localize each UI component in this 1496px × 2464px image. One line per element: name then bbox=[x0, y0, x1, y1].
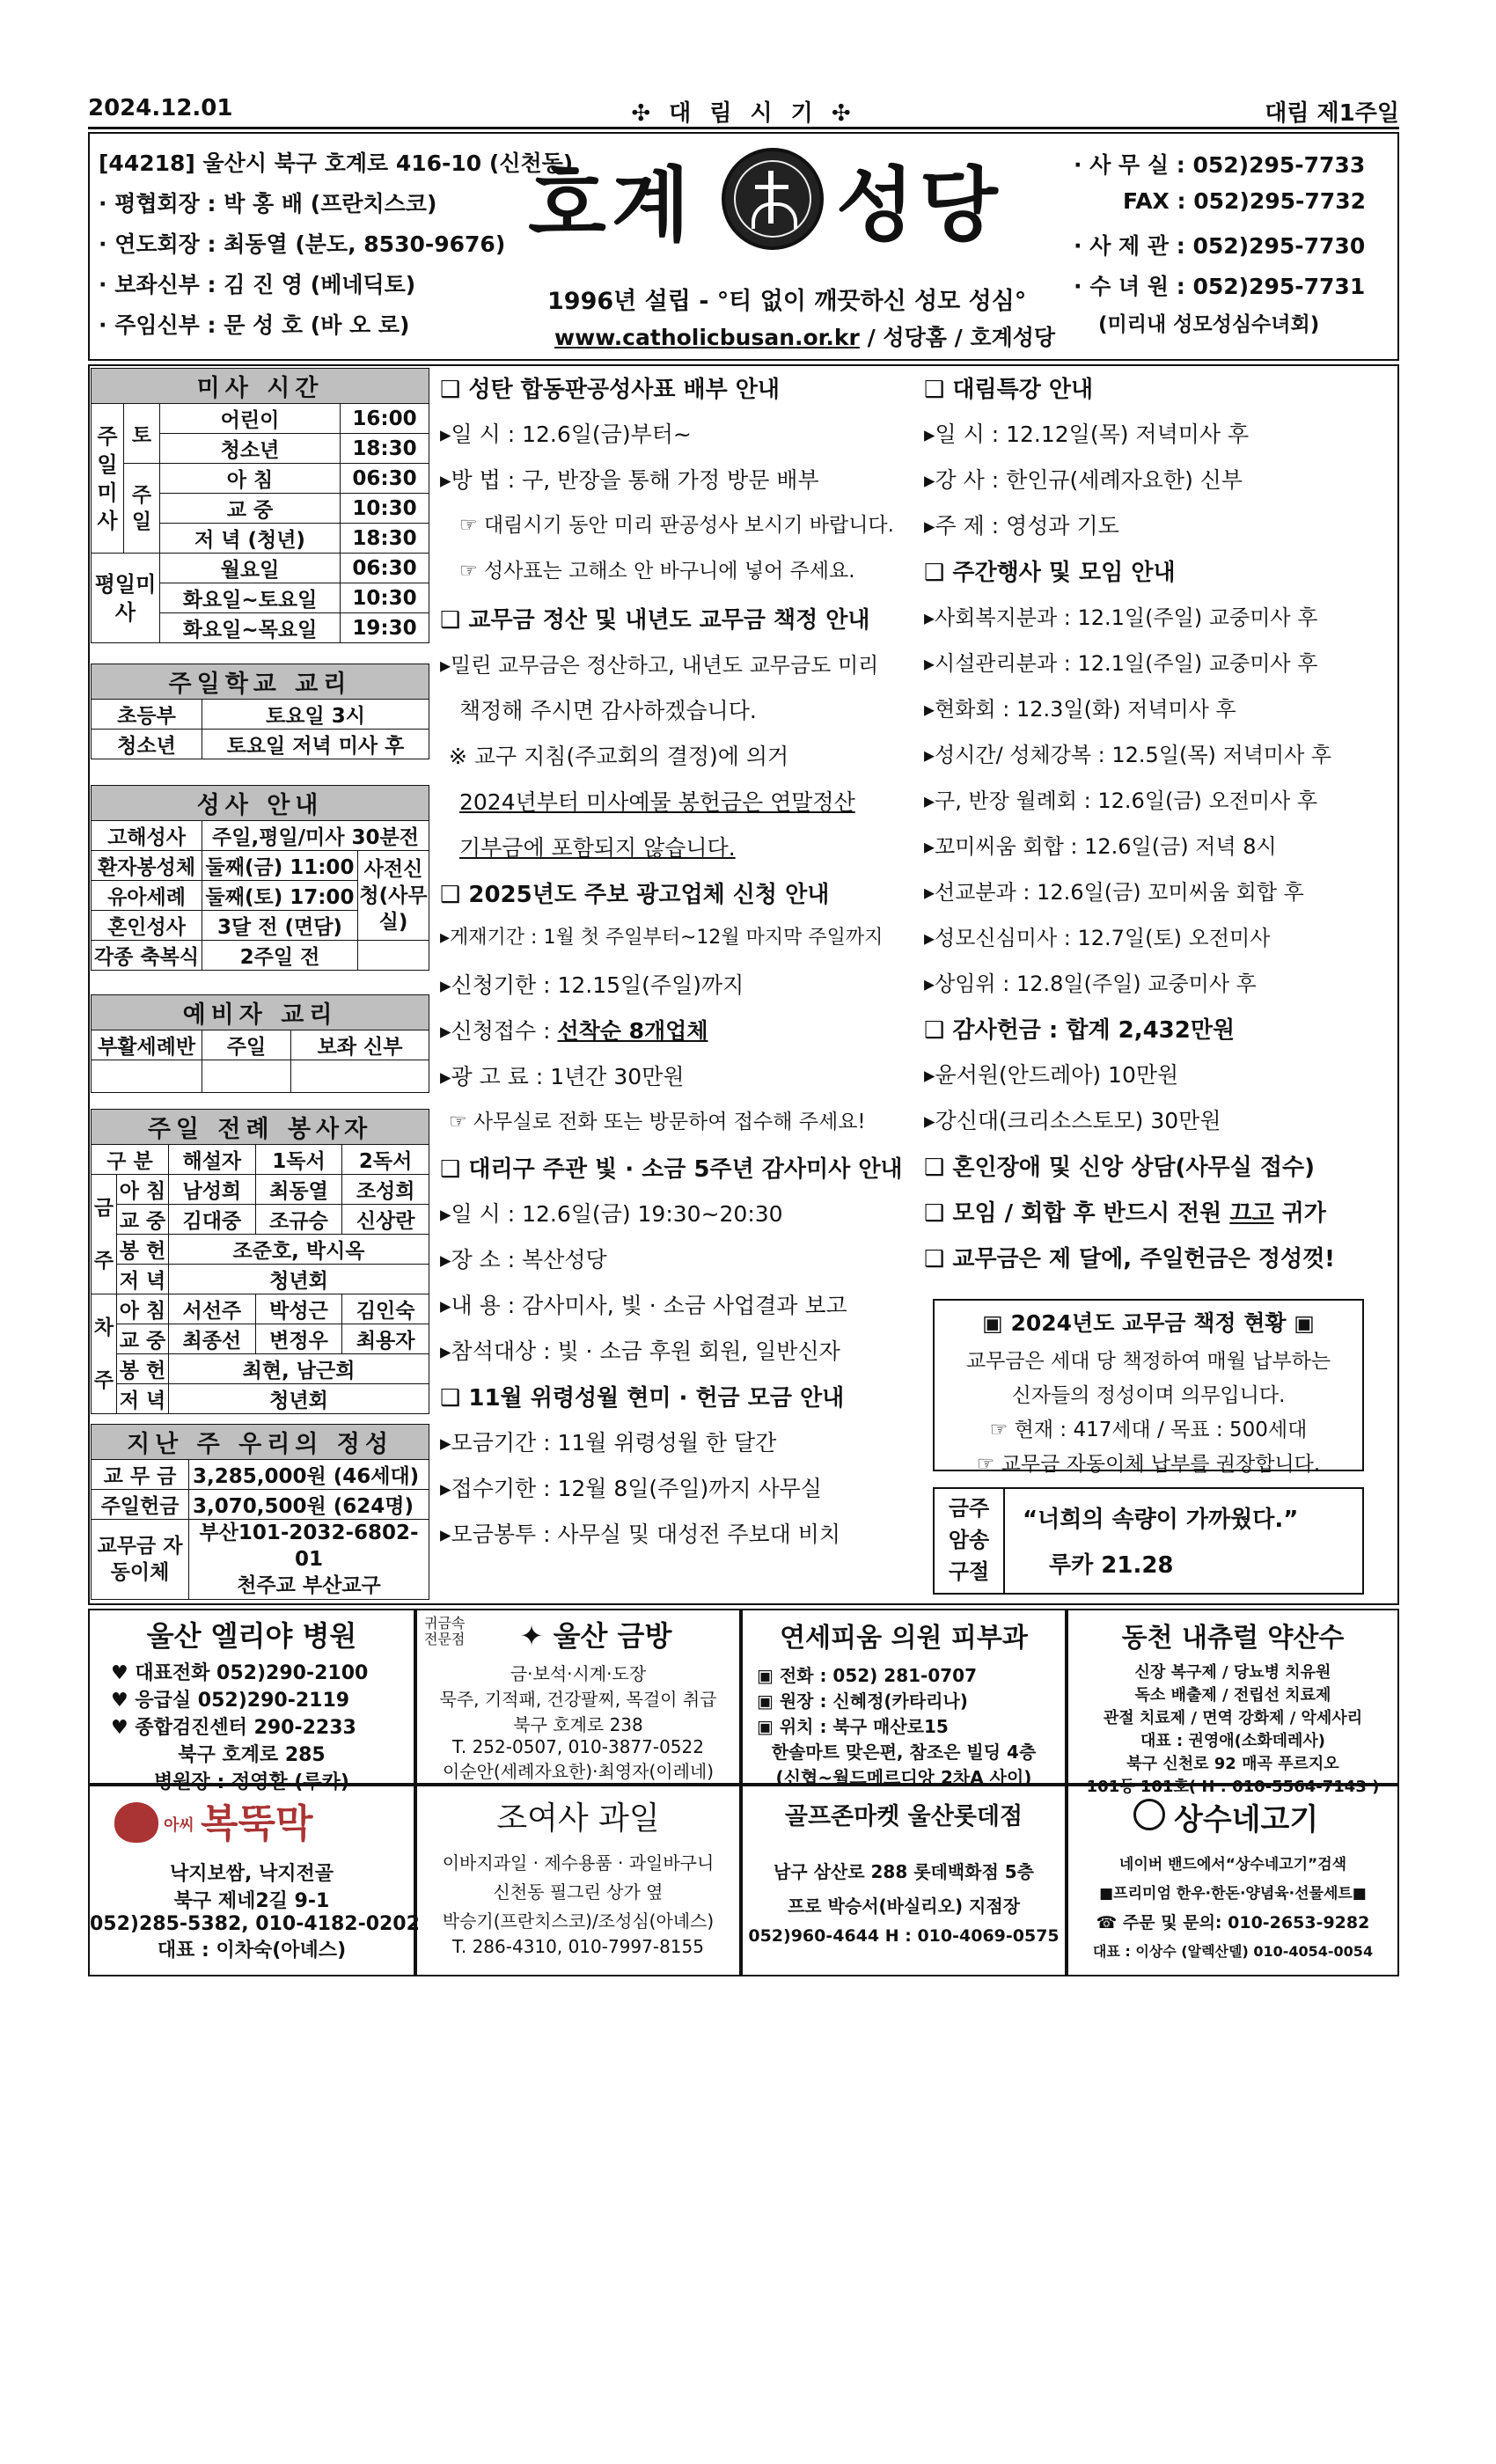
founded-line: 1996년 설립 - °티 없이 깨끗하신 성모 성심° bbox=[547, 288, 1027, 315]
server-name: 서선주 bbox=[169, 1294, 256, 1324]
notice-item-underlined: 기부금에 포함되지 않습니다. bbox=[459, 835, 736, 861]
mass-name: 어린이 bbox=[160, 404, 341, 434]
notice-item: ☞ 사무실로 전화 또는 방문하여 접수해 주세요! bbox=[449, 1111, 866, 1133]
offering-table bbox=[91, 1424, 429, 1600]
event-item: ▸구, 반장 월례회 : 12.6일(금) 오전미사 후 bbox=[924, 788, 1318, 813]
ad-line: 금·보석·시계·도장 bbox=[510, 1663, 647, 1684]
event-item: ▸상임위 : 12.8일(주일) 교중미사 후 bbox=[924, 972, 1257, 996]
notice-item: ▸주 제 : 영성과 기도 bbox=[924, 513, 1119, 539]
ad-line: 대표 : 권영애(소화데레사) bbox=[1140, 1732, 1326, 1750]
this-week-label: 금주 bbox=[92, 1175, 117, 1294]
rectory-phone: · 사 제 관 : 052)295-7730 bbox=[1074, 233, 1366, 259]
mass-slot: 교 중 bbox=[117, 1324, 169, 1354]
top-bar bbox=[88, 95, 1399, 127]
mass-time: 18:30 bbox=[341, 434, 429, 464]
office-phone: · 사 무 실 : 052)295-7733 bbox=[1074, 152, 1366, 178]
assistant-priest: · 보좌신부 : 김 진 영 (베네딕토) bbox=[99, 272, 416, 297]
mass-time: 16:00 bbox=[341, 404, 429, 434]
liturgical-season: ✣ 대 림 시 기 ✣ bbox=[631, 100, 856, 127]
church-seal-icon bbox=[722, 148, 824, 250]
offering-value: 3,285,000원 (46세대) bbox=[189, 1460, 429, 1490]
event-item: ▸성시간/ 성체강복 : 12.5일(목) 저녁미사 후 bbox=[924, 743, 1332, 767]
ad-title: 조여사 과일 bbox=[496, 1800, 660, 1837]
ad-line: 박승기(프란치스코)/조성심(아녜스) bbox=[442, 1910, 715, 1932]
notice-text: ❑ 모임 / 회합 후 반드시 전원 bbox=[924, 1200, 1230, 1227]
octopus-logo-icon bbox=[114, 1802, 158, 1843]
notice-title: ❑ 2025년도 주보 광고업체 신청 안내 bbox=[440, 882, 830, 908]
sacrament-time: 둘째(금) 11:00 bbox=[202, 851, 358, 881]
notice-item: ▸일 시 : 12.6일(금)부터~ bbox=[440, 422, 692, 447]
donation-item: ▸윤서원(안드레아) 10만원 bbox=[924, 1062, 1179, 1088]
sacrament-title: 성사 안내 bbox=[92, 786, 429, 821]
event-item: ▸선교분과 : 12.6일(금) 꼬미씨움 회합 후 bbox=[924, 880, 1304, 905]
mass-slot: 저 녁 bbox=[117, 1265, 169, 1294]
servers-head: 해설자 bbox=[169, 1145, 256, 1175]
ad-title: ✦ 울산 금방 bbox=[519, 1619, 672, 1653]
sacrament-table bbox=[91, 785, 429, 971]
catechumen-teacher: 보좌 신부 bbox=[291, 1030, 429, 1060]
ad-sangsune-gogi bbox=[1067, 1785, 1399, 1976]
convent-name: (미리내 성모성심수녀회) bbox=[1098, 313, 1320, 336]
ad-line: 북구 호계로 238 bbox=[513, 1714, 643, 1735]
memory-verse-text: “너희의 속량이 가까웠다.” bbox=[1023, 1507, 1299, 1533]
website-tail: / 성당홈 / 호계성당 bbox=[859, 325, 1056, 350]
notice-item: ▸게재기간 : 1월 첫 주일부터~12월 마지막 주일까지 bbox=[440, 927, 884, 949]
top-rule bbox=[88, 127, 1399, 129]
notice-item: ▸강 사 : 한인규(세례자요한) 신부 bbox=[924, 467, 1243, 493]
convent-phone: · 수 녀 원 : 052)295-7731 bbox=[1074, 274, 1366, 299]
event-item: ▸사회복지분과 : 12.1일(주일) 교중미사 후 bbox=[924, 605, 1318, 630]
notice-item: ※ 교구 지침(주교회의 결정)에 의거 bbox=[449, 744, 789, 769]
offering-value: 3,070,500원 (624명) bbox=[189, 1490, 429, 1520]
council-president: · 평협회장 : 박 홍 배 (프란치스코) bbox=[99, 191, 437, 216]
ad-line: 낙지보쌈, 낙지전골 bbox=[169, 1863, 334, 1885]
server-name: 최동열 bbox=[255, 1175, 342, 1205]
server-name: 조규승 bbox=[255, 1205, 342, 1235]
tithe-status-line: 신자들의 정성이며 의무입니다. bbox=[1011, 1384, 1286, 1407]
server-name: 남성희 bbox=[169, 1175, 256, 1205]
event-item: ▸시설관리분과 : 12.1일(주일) 교중미사 후 bbox=[924, 651, 1318, 676]
sacrament-time: 둘째(토) 17:00 bbox=[202, 881, 358, 911]
server-name: 조성희 bbox=[342, 1175, 429, 1205]
notice-item: ▸방 법 : 구, 반장을 통해 가정 방문 배부 bbox=[440, 467, 819, 493]
notice-title: ❑ 11월 위령성월 현미 · 헌금 모금 안내 bbox=[440, 1385, 845, 1412]
issue-date: 2024.12.01 bbox=[88, 95, 233, 121]
notice-title: ❑ 성탄 합동판공성사표 배부 안내 bbox=[440, 377, 781, 403]
ad-line: 묵주, 기적패, 건강팔찌, 목걸이 취급 bbox=[439, 1689, 717, 1710]
server-name: 김대중 bbox=[169, 1205, 256, 1235]
mass-time: 18:30 bbox=[341, 524, 429, 554]
sunday-school-table bbox=[91, 664, 429, 759]
tithe-status-box bbox=[933, 1299, 1364, 1476]
tithe-status-line: 교무금은 세대 당 책정하여 매월 납부하는 bbox=[965, 1350, 1331, 1373]
ad-line: 북구 제네2길 9-1 bbox=[173, 1890, 330, 1912]
fax-number: FAX : 052)295-7732 bbox=[1123, 188, 1366, 214]
ad-line: 이순안(세례자요한)·최영자(이레네) bbox=[442, 1761, 715, 1782]
notice-item: ▸접수기한 : 12월 8일(주일)까지 사무실 bbox=[440, 1476, 822, 1501]
mass-time: 06:30 bbox=[341, 464, 429, 494]
ad-line: 대표 : 이차숙(아녜스) bbox=[157, 1940, 347, 1962]
sacrament-name: 고해성사 bbox=[92, 821, 202, 851]
ad-line: 관절 치료제 / 면역 강화제 / 악세사리 bbox=[1103, 1709, 1363, 1727]
school-group: 초등부 bbox=[92, 700, 202, 730]
liturgical-week: 대림 제1주일 bbox=[1265, 100, 1399, 127]
donation-item: ▸강신대(크리소스토모) 30만원 bbox=[924, 1108, 1221, 1133]
notice-title: ❑ 대림특강 안내 bbox=[924, 377, 1094, 403]
ad-line: 이바지과일 · 제수용품 · 과일바구니 bbox=[442, 1852, 715, 1874]
mass-time: 10:30 bbox=[341, 583, 429, 613]
church-title-part2: 성당 bbox=[836, 158, 1003, 253]
ad-line: 병원장 : 정영환 (루카) bbox=[154, 1771, 349, 1793]
apply-label: ▸신청접수 : bbox=[440, 1018, 558, 1044]
sacrament-name: 유아세례 bbox=[92, 881, 202, 911]
servers-head: 구 분 bbox=[92, 1145, 169, 1175]
ad-line: 052)960-4644 H : 010-4069-0575 bbox=[748, 1926, 1060, 1946]
ad-line: ▣ 원장 : 신혜정(카타리나) bbox=[757, 1690, 968, 1712]
event-item: ▸성모신심미사 : 12.7일(토) 오전미사 bbox=[924, 926, 1271, 950]
mass-schedule-table bbox=[91, 368, 429, 643]
notice-title: ❑ 대리구 주관 빛 · 소금 5주년 감사미사 안내 bbox=[440, 1156, 903, 1183]
ad-ulsan-geumbang bbox=[415, 1609, 741, 1785]
event-item: ▸현화회 : 12.3일(화) 저녁미사 후 bbox=[924, 697, 1236, 722]
server-name: 변정우 bbox=[255, 1324, 342, 1354]
ad-line: 한솔마트 맞은편, 참조은 빌딩 4층 bbox=[771, 1742, 1037, 1763]
offertory-servers: 최현, 남근희 bbox=[169, 1354, 429, 1384]
auto-transfer-label: 교무금 자동이체 bbox=[92, 1520, 189, 1600]
next-week-label: 차주 bbox=[92, 1294, 117, 1414]
notice-item-underlined: 2024년부터 미사예물 봉헌금은 연말정산 bbox=[459, 789, 855, 815]
mass-time: 06:30 bbox=[341, 554, 429, 583]
saturday-label: 토 bbox=[124, 404, 160, 464]
ad-title: 연세피움 의원 피부과 bbox=[780, 1623, 1028, 1654]
server-name: 박성근 bbox=[255, 1294, 342, 1324]
servers-head: 2독서 bbox=[342, 1145, 429, 1175]
notice-item: ▸광 고 료 : 1년간 30만원 bbox=[440, 1064, 685, 1089]
advance-request-note: 사전신청(사무실) bbox=[358, 851, 429, 941]
mass-slot: 저 녁 bbox=[117, 1384, 169, 1414]
ad-line: ♥ 종합검진센터 290-2233 bbox=[111, 1717, 356, 1739]
memory-verse-box bbox=[933, 1487, 1364, 1595]
sacrament-name: 혼인성사 bbox=[92, 911, 202, 941]
catechumen-day: 주일 bbox=[202, 1030, 291, 1060]
auto-transfer-account: 부산101-2032-6802-01 bbox=[199, 1522, 419, 1571]
ad-line: 남구 삼산로 288 롯데백화점 5층 bbox=[773, 1861, 1035, 1882]
ad-golfzon-market bbox=[741, 1785, 1067, 1976]
ad-title: 동천 내츄럴 약산수 bbox=[1121, 1623, 1345, 1654]
ad-line: 네이버 밴드에서“상수네고기”검색 bbox=[1118, 1856, 1347, 1874]
tithe-status-line: ☞ 현재 : 417세대 / 목표 : 500세대 bbox=[989, 1419, 1308, 1441]
ad-line: 북구 호계로 285 bbox=[178, 1744, 326, 1766]
notice-text-underlined: 끄고 bbox=[1229, 1200, 1274, 1227]
school-time: 토요일 저녁 미사 후 bbox=[202, 730, 429, 759]
notice-item: ▸신청기한 : 12.15일(주일)까지 bbox=[440, 972, 744, 998]
ad-title: 상수네고기 bbox=[1174, 1802, 1319, 1837]
ad-title: 복뚝막 bbox=[201, 1801, 313, 1846]
notice-item: ▸모금기간 : 11월 위령성월 한 달간 bbox=[440, 1430, 777, 1456]
ad-bokttukmak bbox=[88, 1785, 420, 1976]
notice-item: ▸일 시 : 12.6일(금) 19:30~20:30 bbox=[440, 1201, 783, 1227]
sunday-label: 주일 bbox=[124, 464, 160, 554]
sunday-mass-label: 주일미사 bbox=[92, 404, 124, 554]
ad-title: 골프존마켓 울산롯데점 bbox=[784, 1803, 1023, 1830]
mass-time: 10:30 bbox=[341, 494, 429, 524]
ad-joyeosa-fruit bbox=[415, 1785, 741, 1976]
ad-line: ☎ 주문 및 문의: 010-2653-9282 bbox=[1096, 1913, 1370, 1932]
ad-line: ▣ 전화 : 052) 281-0707 bbox=[757, 1665, 977, 1686]
notice-title: ❑ 주간행사 및 모임 안내 bbox=[924, 560, 1176, 586]
evening-servers: 청년회 bbox=[169, 1384, 429, 1414]
catechumen-title: 예비자 교리 bbox=[92, 995, 429, 1030]
server-name: 최종선 bbox=[169, 1324, 256, 1354]
memory-verse-label: 금주 암송 구절 bbox=[935, 1489, 1005, 1593]
ad-line: T. 286-4310, 010-7997-8155 bbox=[452, 1936, 704, 1957]
notice-item: ▸모금봉투 : 사무실 및 대성전 주보대 비치 bbox=[440, 1522, 841, 1547]
sacrament-time: 주일,평일/미사 30분전 bbox=[202, 821, 429, 851]
server-name: 신상란 bbox=[342, 1205, 429, 1235]
sacrament-name: 각종 축복식 bbox=[92, 941, 202, 971]
tithe-status-title: ▣ 2024년도 교무금 책정 현황 ▣ bbox=[982, 1310, 1315, 1336]
notice-title: ❑ 교무금은 제 달에, 주일헌금은 정성껏! bbox=[924, 1246, 1336, 1272]
church-title-part1: 호계 bbox=[528, 158, 695, 253]
offertory-servers: 조준호, 박시옥 bbox=[169, 1235, 429, 1265]
ad-line: T. 252-0507, 010-3877-0522 bbox=[452, 1736, 704, 1757]
funeral-president: · 연도회장 : 최동열 (분도, 8530-9676) bbox=[99, 231, 506, 257]
mass-slot: 교 중 bbox=[117, 1205, 169, 1235]
mass-slot: 봉 헌 bbox=[117, 1235, 169, 1265]
mass-name: 아 침 bbox=[160, 464, 341, 494]
catechumen-table bbox=[91, 994, 429, 1093]
mass-name: 청소년 bbox=[160, 434, 341, 464]
notice-item: ▸참석대상 : 빛 · 소금 후원 회원, 일반신자 bbox=[440, 1338, 840, 1364]
mass-slot: 아 침 bbox=[117, 1294, 169, 1324]
church-address: [44218] 울산시 북구 호계로 416-10 (신천동) bbox=[99, 150, 574, 176]
website-line bbox=[554, 320, 1055, 352]
sacrament-time: 3달 전 (면담) bbox=[202, 911, 358, 941]
offering-title: 지난 주 우리의 정성 bbox=[92, 1425, 429, 1460]
memory-verse-reference: 루카 21.28 bbox=[1049, 1552, 1174, 1579]
catechumen-class: 부활세례반 bbox=[92, 1030, 202, 1060]
ad-line: 독소 배출제 / 전립선 치료제 bbox=[1134, 1686, 1331, 1705]
ad-dongcheon-natural bbox=[1067, 1609, 1399, 1796]
notice-title: ❑ 감사헌금 : 합계 2,432만원 bbox=[924, 1017, 1236, 1044]
ad-line: ▣ 위치 : 북구 매산로15 bbox=[757, 1716, 949, 1737]
website-link[interactable]: www.catholicbusan.or.kr bbox=[554, 325, 860, 350]
ad-line: 신천동 필그린 상가 옆 bbox=[493, 1881, 664, 1903]
mass-time: 19:30 bbox=[341, 613, 429, 643]
ad-line: ♥ 응급실 052)290-2119 bbox=[111, 1690, 350, 1712]
ad-line: 프로 박승서(바실리오) 지점장 bbox=[787, 1896, 1021, 1917]
mass-name: 화요일~목요일 bbox=[160, 613, 341, 643]
mass-name: 월요일 bbox=[160, 554, 341, 583]
liturgy-servers-table bbox=[91, 1109, 429, 1414]
mass-slot: 아 침 bbox=[117, 1175, 169, 1205]
offering-label: 주일헌금 bbox=[92, 1490, 189, 1520]
notice-title: ❑ 혼인장애 및 신앙 상담(사무실 접수) bbox=[924, 1155, 1315, 1181]
ad-small-tag: 아씨 bbox=[164, 1816, 194, 1835]
sunday-school-title: 주일학교 교리 bbox=[92, 664, 429, 700]
mass-slot: 봉 헌 bbox=[117, 1354, 169, 1384]
notice-item: 책정해 주시면 감사하겠습니다. bbox=[459, 698, 757, 723]
server-name: 최용자 bbox=[342, 1324, 429, 1354]
ad-line: 101동 101호( H : 010-5564-7143 ) bbox=[1086, 1778, 1380, 1796]
notice-item: ▸일 시 : 12.12일(목) 저녁미사 후 bbox=[924, 422, 1250, 447]
ad-line: 신장 복구제 / 당뇨병 치유원 bbox=[1134, 1663, 1331, 1682]
tithe-status-line: ☞ 교무금 자동이체 납부를 권장합니다. bbox=[976, 1453, 1321, 1476]
notice-title: ❑ 교무금 정산 및 내년도 교무금 책정 안내 bbox=[440, 607, 870, 634]
server-name: 김인숙 bbox=[342, 1294, 429, 1324]
sacrament-time: 2주일 전 bbox=[202, 941, 358, 971]
ad-line: ■프리미엄 한우·한돈·양념육·선물세트■ bbox=[1099, 1885, 1367, 1903]
event-item: ▸꼬미씨움 회합 : 12.6일(금) 저녁 8시 bbox=[924, 834, 1277, 859]
liturgy-servers-title: 주일 전례 봉사자 bbox=[92, 1110, 429, 1145]
mass-name: 교 중 bbox=[160, 494, 341, 524]
pastor: · 주임신부 : 문 성 호 (바 오 로) bbox=[99, 312, 410, 338]
notice-item bbox=[440, 1014, 708, 1045]
sacrament-name: 환자봉성체 bbox=[92, 851, 202, 881]
school-time: 토요일 3시 bbox=[202, 700, 429, 730]
ad-elijah-hospital bbox=[88, 1609, 415, 1793]
ad-yonsei-pium-clinic bbox=[741, 1609, 1067, 1788]
mass-schedule-title: 미사 시간 bbox=[92, 369, 429, 404]
offering-label: 교 무 금 bbox=[92, 1460, 189, 1490]
notice-text: 귀가 bbox=[1273, 1200, 1326, 1227]
mass-name: 화요일~토요일 bbox=[160, 583, 341, 613]
notice-item: ▸밀린 교무금은 정산하고, 내년도 교무금도 미리 bbox=[440, 653, 879, 678]
notice-title bbox=[924, 1195, 1326, 1228]
servers-head: 1독서 bbox=[255, 1145, 342, 1175]
notice-item: ☞ 성사표는 고해소 안 바구니에 넣어 주세요. bbox=[459, 560, 855, 583]
evening-servers: 청년회 bbox=[169, 1265, 429, 1294]
ad-line: 대표 : 이상수 (알렉산델) 010-4054-0054 bbox=[1092, 1943, 1374, 1960]
notice-item: ▸내 용 : 감사미사, 빛 · 소금 사업결과 보고 bbox=[440, 1293, 847, 1318]
weekday-mass-label: 평일미사 bbox=[92, 554, 160, 643]
ad-line: (신협~월드메르디앙 2차A 사이) bbox=[775, 1767, 1032, 1788]
notice-item: ☞ 대림시기 동안 미리 판공성사 보시기 바랍니다. bbox=[459, 514, 894, 537]
apply-value: 선착순 8개업체 bbox=[557, 1018, 708, 1044]
mass-name: 저 녁 (청년) bbox=[160, 524, 341, 554]
auto-transfer-holder: 천주교 부산교구 bbox=[237, 1574, 381, 1597]
school-group: 청소년 bbox=[92, 730, 202, 759]
ad-title: 울산 엘리야 병원 bbox=[146, 1619, 357, 1653]
shop-logo-icon bbox=[1133, 1799, 1165, 1830]
ad-tag: 귀금속 전문점 bbox=[424, 1615, 466, 1647]
notice-item: ▸장 소 : 복산성당 bbox=[440, 1247, 607, 1272]
ad-line: 북구 신천로 92 매곡 푸르지오 bbox=[1126, 1755, 1339, 1773]
ad-line: 052)285-5382, 010-4182-0202 bbox=[90, 1913, 420, 1935]
ad-line: ♥ 대표전화 052)290-2100 bbox=[111, 1662, 369, 1684]
